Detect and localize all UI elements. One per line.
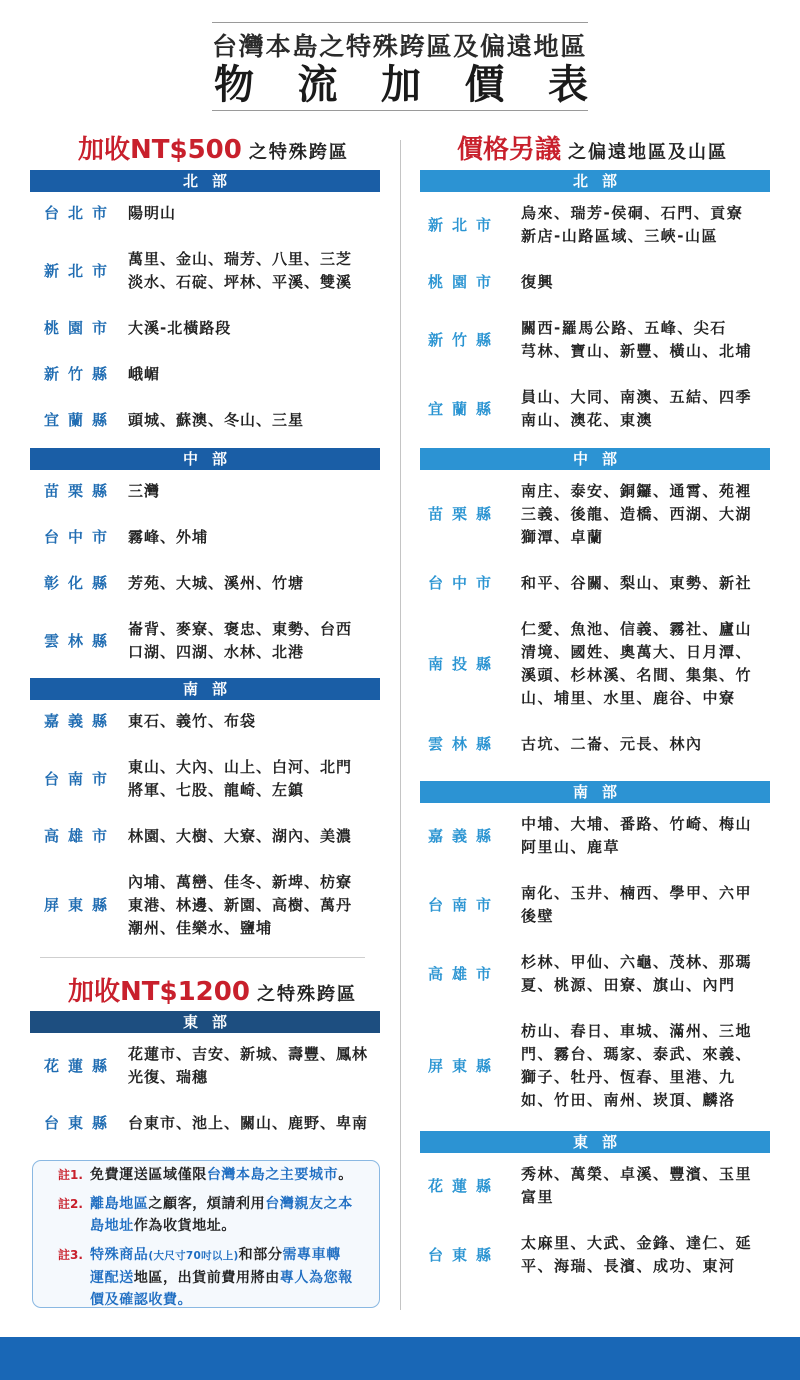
- note-highlight: 價及確認收費。: [90, 1292, 193, 1308]
- district-line: 林園、大樹、大寮、湖內、美濃: [128, 827, 353, 845]
- region-bar-north: 北部: [420, 170, 770, 192]
- table-row: [30, 238, 380, 307]
- district-line: 萬里、金山、瑞芳、八里、三芝: [128, 250, 353, 268]
- note-highlight: (大尺寸70吋以上): [148, 1250, 239, 1262]
- note-label: 註1.: [58, 1168, 83, 1182]
- table-row: [30, 516, 380, 562]
- district-line: 潮州、佳樂水、鹽埔: [128, 919, 273, 937]
- district-line: 霧峰、外埔: [128, 528, 209, 546]
- district-line: 台東市、池上、關山、鹿野、卑南: [128, 1114, 369, 1132]
- district-list: [521, 1020, 752, 1112]
- note-line: [90, 1164, 353, 1186]
- city-name: 屏東縣: [428, 1056, 501, 1075]
- district-line: 秀林、萬榮、卓溪、豐濱、玉里: [521, 1165, 753, 1183]
- district-line: 淡水、石碇、坪林、平溪、雙溪: [128, 273, 353, 291]
- note-line: [90, 1244, 353, 1267]
- note-item: [58, 1193, 379, 1237]
- city-name: 新北市: [428, 215, 501, 234]
- table-row: [30, 1102, 380, 1148]
- city-name: 苗栗縣: [44, 482, 117, 500]
- surcharge-caption: 之偏遠地區及山區: [568, 142, 729, 163]
- district-line: 山、埔里、水里、鹿谷、中寮: [521, 689, 736, 707]
- title-bottom-rule: [212, 110, 588, 111]
- district-line: 三灣: [128, 482, 161, 500]
- city-name: 花蓮縣: [44, 1056, 117, 1075]
- district-line: 南化、玉井、楠西、學甲、六甲: [521, 884, 753, 902]
- table-row: [420, 261, 770, 307]
- city-name: 台北市: [44, 204, 117, 222]
- table-row: [420, 872, 770, 941]
- district-line: 太麻里、大武、金鋒、達仁、延: [521, 1234, 753, 1252]
- table-row: [30, 399, 380, 445]
- note-line: [90, 1215, 353, 1237]
- city-name: 宜蘭縣: [44, 411, 117, 429]
- left-section-north: [30, 170, 380, 445]
- note-highlight: 離島地區: [90, 1196, 149, 1212]
- surcharge-price: 加收NT$1200: [68, 977, 250, 1007]
- note-segment: 免費運送區域僅限: [90, 1167, 207, 1183]
- district-line: 東港、林邊、新園、高樹、萬丹: [128, 896, 353, 914]
- district-list: [128, 526, 208, 549]
- city-name: 桃園市: [428, 273, 501, 291]
- title-top-rule: [212, 22, 588, 23]
- district-list: [128, 317, 231, 340]
- note-highlight: 需專車轉: [282, 1247, 341, 1263]
- district-line: 內埔、萬巒、佳冬、新埤、枋寮: [128, 873, 353, 891]
- surcharge-caption: 之特殊跨區: [248, 142, 349, 163]
- district-line: 富里: [521, 1188, 555, 1206]
- region-bar-north: 北部: [30, 170, 380, 192]
- city-name: 苗栗縣: [428, 505, 501, 523]
- district-list: [521, 480, 752, 549]
- table-row: [420, 192, 770, 261]
- note-highlight: 台灣親友之本: [265, 1196, 353, 1212]
- table-row: [30, 192, 380, 238]
- district-line: 仁愛、魚池、信義、霧社、廬山: [521, 620, 753, 638]
- city-name: 花蓮縣: [428, 1176, 501, 1195]
- city-name: 南投縣: [428, 654, 501, 673]
- note-segment: 。: [338, 1167, 353, 1183]
- district-list: [521, 733, 703, 756]
- notes-box: [32, 1160, 380, 1308]
- note-item: [58, 1164, 379, 1186]
- note-highlight: 特殊商品: [90, 1247, 149, 1263]
- note-segment: 和部分: [238, 1247, 283, 1263]
- right-section-south: [420, 781, 770, 1125]
- district-line: 門、霧台、瑪家、泰武、來義、: [521, 1045, 753, 1063]
- right-heading: [457, 135, 728, 168]
- city-name: 台東縣: [44, 1114, 117, 1132]
- table-row: [420, 376, 770, 445]
- table-row: [30, 562, 380, 608]
- district-line: 員山、大同、南澳、五結、四季: [521, 388, 753, 406]
- table-row: [30, 1033, 380, 1102]
- note-highlight: 島地址: [90, 1218, 134, 1234]
- district-list: [128, 871, 352, 940]
- district-list: [128, 710, 256, 733]
- district-line: 芎林、寶山、新豐、橫山、北埔: [521, 342, 753, 360]
- note-line: [90, 1289, 353, 1311]
- district-line: 平、海瑞、長濱、成功、東河: [521, 1257, 736, 1275]
- district-line: 清境、國姓、奧萬大、日月潭、: [521, 643, 753, 661]
- note-line: [90, 1267, 353, 1289]
- note-segment: 作為收貨地址。: [133, 1218, 237, 1234]
- table-row: [420, 941, 770, 1010]
- surcharge-price: 價格另議: [457, 135, 562, 165]
- district-line: 阿里山、鹿草: [521, 838, 621, 856]
- city-name: 新竹縣: [44, 365, 117, 383]
- city-name: 台中市: [44, 528, 117, 546]
- district-line: 夏、桃源、田寮、旗山、內門: [521, 976, 736, 994]
- district-list: [521, 202, 743, 248]
- note-text: [90, 1244, 353, 1311]
- region-bar-south: 南部: [420, 781, 770, 803]
- note-highlight: 運配送: [90, 1270, 134, 1286]
- right-section-east: [420, 1131, 770, 1291]
- note-highlight: 台灣本島之主要城市: [206, 1167, 339, 1183]
- district-line: 新店-山路區域、三峽-山區: [521, 227, 718, 245]
- district-list: [128, 480, 160, 503]
- region-bar-south: 南部: [30, 678, 380, 700]
- district-line: 和平、谷關、梨山、東勢、新社: [521, 574, 753, 592]
- table-row: [420, 1153, 770, 1222]
- note-label: 註2.: [58, 1197, 83, 1211]
- district-list: [128, 756, 352, 802]
- section-separator: [40, 957, 365, 958]
- table-row: [30, 861, 380, 953]
- table-row: [420, 803, 770, 872]
- district-line: 東山、大內、山上、白河、北門: [128, 758, 353, 776]
- district-list: [128, 572, 304, 595]
- table-row: [30, 307, 380, 353]
- table-row: [420, 608, 770, 723]
- district-list: [521, 618, 752, 710]
- left-section-south: [30, 678, 380, 953]
- city-name: 彰化縣: [44, 574, 117, 592]
- district-list: [521, 271, 554, 294]
- district-line: 芳苑、大城、溪州、竹塘: [128, 574, 305, 592]
- surcharge-caption: 之特殊跨區: [256, 984, 357, 1005]
- district-line: 將軍、七股、龍崎、左鎮: [128, 781, 305, 799]
- district-list: [521, 882, 752, 928]
- district-list: [128, 202, 176, 225]
- table-row: [420, 562, 770, 608]
- district-list: [128, 618, 352, 664]
- note-label: 註3.: [58, 1248, 83, 1262]
- right-section-north: [420, 170, 770, 445]
- district-line: 關西-羅馬公路、五峰、尖石: [521, 319, 727, 337]
- district-line: 獅潭、卓蘭: [521, 528, 604, 546]
- column-divider: [400, 140, 401, 1310]
- surcharge-price: 加收NT$500: [78, 135, 242, 165]
- district-line: 復興: [521, 273, 555, 291]
- note-segment: 地區，出貨前費用將由: [133, 1270, 280, 1286]
- city-name: 台中市: [428, 574, 501, 592]
- note-item: [58, 1244, 379, 1311]
- district-list: [521, 1163, 752, 1209]
- note-highlight: 專人為您報: [279, 1270, 353, 1286]
- table-row: [420, 1222, 770, 1291]
- table-row: [420, 470, 770, 562]
- note-text: [90, 1193, 353, 1237]
- district-list: [128, 1043, 368, 1089]
- region-bar-east: 東部: [30, 1011, 380, 1033]
- note-line: [90, 1193, 353, 1215]
- district-line: 後壁: [521, 907, 555, 925]
- region-bar-east: 東部: [420, 1131, 770, 1153]
- district-line: 枋山、春日、車城、滿州、三地: [521, 1022, 753, 1040]
- city-name: 雲林縣: [44, 631, 117, 650]
- district-line: 杉林、甲仙、六龜、茂林、那瑪: [521, 953, 753, 971]
- district-line: 中埔、大埔、番路、竹崎、梅山: [521, 815, 753, 833]
- district-list: [521, 951, 752, 997]
- district-line: 東石、義竹、布袋: [128, 712, 257, 730]
- district-list: [521, 572, 752, 595]
- district-line: 溪頭、杉林溪、名間、集集、竹: [521, 666, 753, 684]
- district-line: 古坑、二崙、元長、林內: [521, 735, 703, 753]
- district-list: [128, 409, 304, 432]
- region-bar-central: 中部: [420, 448, 770, 470]
- page-title: 物流加價表: [214, 62, 632, 108]
- table-row: [30, 608, 380, 677]
- district-list: [128, 825, 352, 848]
- district-line: 口湖、四湖、水林、北港: [128, 643, 305, 661]
- table-row: [420, 1010, 770, 1125]
- city-name: 雲林縣: [428, 735, 501, 753]
- table-row: [30, 746, 380, 815]
- table-row: [420, 307, 770, 376]
- district-line: 光復、瑞穗: [128, 1068, 209, 1086]
- city-name: 桃園市: [44, 319, 117, 337]
- district-line: 頭城、蘇澳、冬山、三星: [128, 411, 305, 429]
- district-list: [128, 363, 160, 386]
- district-list: [128, 248, 352, 294]
- district-line: 大溪-北橫路段: [128, 319, 232, 337]
- city-name: 新北市: [44, 261, 117, 280]
- city-name: 新竹縣: [428, 330, 501, 349]
- city-name: 嘉義縣: [44, 712, 117, 730]
- district-line: 峨嵋: [128, 365, 161, 383]
- district-line: 崙背、麥寮、褒忠、東勢、台西: [128, 620, 353, 638]
- district-line: 花蓮市、吉安、新城、壽豐、鳳林: [128, 1045, 369, 1063]
- city-name: 嘉義縣: [428, 826, 501, 845]
- city-name: 台東縣: [428, 1245, 501, 1264]
- table-row: [420, 723, 770, 769]
- city-name: 台南市: [44, 769, 117, 788]
- district-list: [128, 1112, 368, 1135]
- left-section-east: [30, 1011, 380, 1148]
- left-heading: [78, 135, 349, 168]
- left-section-central: [30, 448, 380, 677]
- district-list: [521, 317, 752, 363]
- city-name: 高雄市: [44, 827, 117, 845]
- right-section-central: [420, 448, 770, 769]
- note-segment: 之顧客，煩請利用: [148, 1196, 266, 1212]
- table-row: [30, 470, 380, 516]
- footer-bar: [0, 1337, 800, 1380]
- district-list: [521, 813, 752, 859]
- district-line: 南山、澳花、東澳: [521, 411, 654, 429]
- city-name: 高雄市: [428, 964, 501, 983]
- district-line: 如、竹田、南州、崁頂、麟洛: [521, 1091, 736, 1109]
- district-line: 三義、後龍、造橋、西湖、大湖: [521, 505, 753, 523]
- district-line: 南庄、泰安、銅鑼、通霄、苑裡: [521, 482, 753, 500]
- table-row: [30, 815, 380, 861]
- district-line: 獅子、牡丹、恆春、里港、九: [521, 1068, 736, 1086]
- city-name: 屏東縣: [44, 896, 117, 914]
- city-name: 台南市: [428, 895, 501, 914]
- table-row: [30, 700, 380, 746]
- district-line: 陽明山: [128, 204, 177, 222]
- left-heading-east: [68, 977, 357, 1010]
- note-text: [90, 1164, 353, 1186]
- district-list: [521, 386, 752, 432]
- city-name: 宜蘭縣: [428, 399, 501, 418]
- page-subtitle: 台灣本島之特殊跨區及偏遠地區: [212, 32, 588, 61]
- district-list: [521, 1232, 752, 1278]
- table-row: [30, 353, 380, 399]
- region-bar-central: 中部: [30, 448, 380, 470]
- district-line: 烏來、瑞芳-侯硐、石門、貢寮: [521, 204, 744, 222]
